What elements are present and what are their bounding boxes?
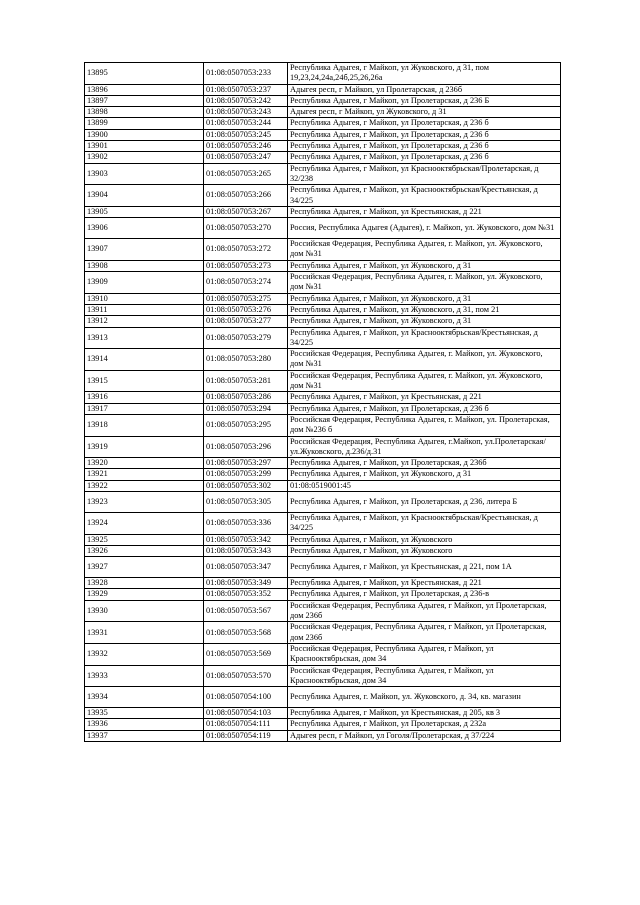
cadastral-number-cell: 01:08:0507053:336 [204, 512, 288, 534]
address-cell: Республика Адыгея, г Майкоп, ул Краснооктябрьская/Пролетарская, д 32/238 [288, 163, 561, 185]
table-row [85, 152, 561, 163]
cadastral-number-cell: 01:08:0507053:352 [204, 589, 288, 600]
cadastral-number-cell: 01:08:0507053:276 [204, 304, 288, 315]
property-register-table [84, 62, 561, 742]
address-cell: Республика Адыгея, г Майкоп, ул Пролетарская, д 236б [288, 458, 561, 469]
address-cell: Республика Адыгея, г. Майкоп, ул. Жуковского, д. 34, кв. магазин [288, 687, 561, 708]
address-cell: Российская Федерация, Республика Адыгея, г. Майкоп, ул. Жуковского, дом №31 [288, 272, 561, 294]
table-row [85, 512, 561, 534]
address-cell: Российская Федерация, Республика Адыгея, г. Майкоп, ул. Жуковского, дом №31 [288, 349, 561, 371]
cadastral-number-cell: 01:08:0507053:277 [204, 316, 288, 327]
table-row [85, 436, 561, 458]
cadastral-number-cell: 01:08:0507054:103 [204, 708, 288, 719]
record-number-cell: 13896 [85, 84, 204, 95]
cadastral-number-cell: 01:08:0507053:299 [204, 469, 288, 480]
address-cell: Республика Адыгея, г Майкоп, ул Крестьянская, д 221 [288, 578, 561, 589]
table-row [85, 206, 561, 217]
cadastral-number-cell: 01:08:0507053:274 [204, 272, 288, 294]
cadastral-number-cell: 01:08:0507053:349 [204, 578, 288, 589]
cadastral-number-cell: 01:08:0507053:242 [204, 95, 288, 106]
table-row [85, 600, 561, 622]
table-row [85, 589, 561, 600]
address-cell: Республика Адыгея, г Майкоп, ул Пролетарская, д 236 б [288, 118, 561, 129]
record-number-cell: 13925 [85, 534, 204, 545]
record-number-cell: 13918 [85, 414, 204, 436]
record-number-cell: 13910 [85, 293, 204, 304]
table-body [85, 63, 561, 742]
record-number-cell: 13907 [85, 239, 204, 261]
address-cell: Адыгея респ, г Майкоп, ул Пролетарская, д 236б [288, 84, 561, 95]
cadastral-number-cell: 01:08:0507053:267 [204, 206, 288, 217]
record-number-cell: 13917 [85, 403, 204, 414]
record-number-cell: 13922 [85, 480, 204, 491]
table-row [85, 622, 561, 644]
record-number-cell: 13898 [85, 107, 204, 118]
record-number-cell: 13927 [85, 557, 204, 578]
table-row [85, 719, 561, 730]
cadastral-number-cell: 01:08:0507053:265 [204, 163, 288, 185]
cadastral-number-cell: 01:08:0507053:568 [204, 622, 288, 644]
cadastral-number-cell: 01:08:0507053:294 [204, 403, 288, 414]
cadastral-number-cell: 01:08:0507054:100 [204, 687, 288, 708]
cadastral-number-cell: 01:08:0507053:302 [204, 480, 288, 491]
address-cell: Российская Федерация, Республика Адыгея, г. Майкоп, ул. Жуковского, дом №31 [288, 370, 561, 392]
cadastral-number-cell: 01:08:0507053:275 [204, 293, 288, 304]
address-cell: Республика Адыгея, г Майкоп, ул Краснооктябрьская/Крестьянская, д 34/225 [288, 327, 561, 349]
record-number-cell: 13923 [85, 491, 204, 512]
table-row [85, 708, 561, 719]
table-row [85, 469, 561, 480]
cadastral-number-cell: 01:08:0507054:111 [204, 719, 288, 730]
record-number-cell: 13920 [85, 458, 204, 469]
address-cell: Республика Адыгея, г Майкоп, ул Крестьянская, д 221, пом 1А [288, 557, 561, 578]
address-cell: Российская Федерация, Республика Адыгея, г Майкоп, ул Краснооктябрьская, дом 34 [288, 665, 561, 687]
address-cell: Республика Адыгея, г Майкоп, ул Жуковского, д 31, пом 21 [288, 304, 561, 315]
record-number-cell: 13904 [85, 185, 204, 207]
address-cell: Республика Адыгея, г Майкоп, ул Жуковского, д 31, пом 19,23,24,24а,24б,25,26,26а [288, 63, 561, 85]
table-row [85, 414, 561, 436]
table-row [85, 327, 561, 349]
record-number-cell: 13935 [85, 708, 204, 719]
table-row [85, 578, 561, 589]
address-cell: Республика Адыгея, г Майкоп, ул Пролетарская, д 236 б [288, 403, 561, 414]
table-row [85, 163, 561, 185]
record-number-cell: 13934 [85, 687, 204, 708]
table-row [85, 534, 561, 545]
record-number-cell: 13928 [85, 578, 204, 589]
cadastral-number-cell: 01:08:0507053:570 [204, 665, 288, 687]
cadastral-number-cell: 01:08:0507053:347 [204, 557, 288, 578]
table-row [85, 63, 561, 85]
address-cell: Республика Адыгея, г Майкоп, ул Жуковского, д 31 [288, 469, 561, 480]
address-cell: Республика Адыгея, г Майкоп, ул Пролетарская, д 236, литера Б [288, 491, 561, 512]
table-row [85, 129, 561, 140]
record-number-cell: 13930 [85, 600, 204, 622]
address-cell: Республика Адыгея, г Майкоп, ул Жуковского [288, 545, 561, 556]
cadastral-number-cell: 01:08:0507053:567 [204, 600, 288, 622]
address-cell: Российская Федерация, Республика Адыгея, г. Майкоп, ул. Пролетарская, дом №236 б [288, 414, 561, 436]
table-row [85, 218, 561, 239]
address-cell: Российская Федерация, Республика Адыгея, г Майкоп, ул Пролетарская, дом 236б [288, 622, 561, 644]
record-number-cell: 13905 [85, 206, 204, 217]
address-cell: Республика Адыгея, г Майкоп, ул Жуковского, д 31 [288, 316, 561, 327]
record-number-cell: 13899 [85, 118, 204, 129]
table-row [85, 107, 561, 118]
record-number-cell: 13915 [85, 370, 204, 392]
address-cell: Республика Адыгея, г Майкоп, ул Жуковского, д 31 [288, 293, 561, 304]
table-row [85, 403, 561, 414]
table-row [85, 370, 561, 392]
cadastral-number-cell: 01:08:0507053:247 [204, 152, 288, 163]
record-number-cell: 13903 [85, 163, 204, 185]
record-number-cell: 13916 [85, 392, 204, 403]
cadastral-number-cell: 01:08:0507053:270 [204, 218, 288, 239]
address-cell: Российская Федерация, Республика Адыгея, г.Майкоп, ул.Пролетарская/ул.Жуковского, д.236/д.31 [288, 436, 561, 458]
record-number-cell: 13932 [85, 643, 204, 665]
address-cell: Республика Адыгея, г Майкоп, ул Жуковского [288, 534, 561, 545]
record-number-cell: 13929 [85, 589, 204, 600]
cadastral-number-cell: 01:08:0507053:233 [204, 63, 288, 85]
record-number-cell: 13906 [85, 218, 204, 239]
record-number-cell: 13931 [85, 622, 204, 644]
table-row [85, 141, 561, 152]
table-row [85, 316, 561, 327]
cadastral-number-cell: 01:08:0507053:244 [204, 118, 288, 129]
record-number-cell: 13913 [85, 327, 204, 349]
address-cell: Республика Адыгея, г Майкоп, ул Пролетарская, д 236 Б [288, 95, 561, 106]
cadastral-number-cell: 01:08:0507053:246 [204, 141, 288, 152]
table-row [85, 458, 561, 469]
address-cell: Республика Адыгея, г Майкоп, ул Краснооктябрьская/Крестьянская, д 34/225 [288, 512, 561, 534]
table-row [85, 272, 561, 294]
table-row [85, 118, 561, 129]
record-number-cell: 13936 [85, 719, 204, 730]
cadastral-number-cell: 01:08:0507053:237 [204, 84, 288, 95]
table-row [85, 545, 561, 556]
cadastral-number-cell: 01:08:0507053:297 [204, 458, 288, 469]
address-cell: Республика Адыгея, г Майкоп, ул Краснооктябрьская/Крестьянская, д 34/225 [288, 185, 561, 207]
address-cell: Республика Адыгея, г Майкоп, ул Крестьянская, д 205, кв 3 [288, 708, 561, 719]
cadastral-number-cell: 01:08:0507053:305 [204, 491, 288, 512]
cadastral-number-cell: 01:08:0507053:266 [204, 185, 288, 207]
record-number-cell: 13914 [85, 349, 204, 371]
cadastral-number-cell: 01:08:0507053:342 [204, 534, 288, 545]
cadastral-number-cell: 01:08:0507053:273 [204, 260, 288, 271]
record-number-cell: 13895 [85, 63, 204, 85]
address-cell: Республика Адыгея, г Майкоп, ул Крестьянская, д 221 [288, 392, 561, 403]
cadastral-number-cell: 01:08:0507053:281 [204, 370, 288, 392]
table-row [85, 304, 561, 315]
record-number-cell: 13909 [85, 272, 204, 294]
table-row [85, 665, 561, 687]
table-row [85, 730, 561, 741]
cadastral-number-cell: 01:08:0507053:295 [204, 414, 288, 436]
table-row [85, 95, 561, 106]
record-number-cell: 13912 [85, 316, 204, 327]
cadastral-number-cell: 01:08:0507053:280 [204, 349, 288, 371]
table-row [85, 687, 561, 708]
record-number-cell: 13924 [85, 512, 204, 534]
address-cell: Республика Адыгея, г Майкоп, ул Пролетарская, д 236 б [288, 152, 561, 163]
table-row [85, 480, 561, 491]
record-number-cell: 13921 [85, 469, 204, 480]
table-row [85, 491, 561, 512]
table-row [85, 392, 561, 403]
address-cell: Россия, Республика Адыгея (Адыгея), г. Майкоп, ул. Жуковского, дом №31 [288, 218, 561, 239]
address-cell: Республика Адыгея, г Майкоп, ул Пролетарская, д 236-в [288, 589, 561, 600]
address-cell: Республика Адыгея, г Майкоп, ул Пролетарская, д 232а [288, 719, 561, 730]
table-row [85, 84, 561, 95]
record-number-cell: 13900 [85, 129, 204, 140]
cadastral-number-cell: 01:08:0507053:286 [204, 392, 288, 403]
table-row [85, 239, 561, 261]
record-number-cell: 13902 [85, 152, 204, 163]
address-cell: Республика Адыгея, г Майкоп, ул Жуковского, д 31 [288, 260, 561, 271]
record-number-cell: 13901 [85, 141, 204, 152]
table-row [85, 293, 561, 304]
table-row [85, 349, 561, 371]
address-cell: Российская Федерация, Республика Адыгея, г Майкоп, ул Краснооктябрьская, дом 34 [288, 643, 561, 665]
address-cell: Российская Федерация, Республика Адыгея, г. Майкоп, ул. Жуковского, дом №31 [288, 239, 561, 261]
cadastral-number-cell: 01:08:0507054:119 [204, 730, 288, 741]
record-number-cell: 13897 [85, 95, 204, 106]
address-cell: 01:08:0519001:45 [288, 480, 561, 491]
table-row [85, 557, 561, 578]
record-number-cell: 13933 [85, 665, 204, 687]
cadastral-number-cell: 01:08:0507053:245 [204, 129, 288, 140]
table-row [85, 643, 561, 665]
record-number-cell: 13937 [85, 730, 204, 741]
address-cell: Адыгея респ, г Майкоп, ул Гоголя/Пролетарская, д 37/224 [288, 730, 561, 741]
record-number-cell: 13911 [85, 304, 204, 315]
address-cell: Республика Адыгея, г Майкоп, ул Пролетарская, д 236 б [288, 129, 561, 140]
record-number-cell: 13926 [85, 545, 204, 556]
cadastral-number-cell: 01:08:0507053:296 [204, 436, 288, 458]
address-cell: Российская Федерация, Республика Адыгея, г Майкоп, ул Пролетарская, дом 236б [288, 600, 561, 622]
address-cell: Адыгея респ, г Майкоп, ул Жуковского, д 31 [288, 107, 561, 118]
address-cell: Республика Адыгея, г Майкоп, ул Крестьянская, д 221 [288, 206, 561, 217]
cadastral-number-cell: 01:08:0507053:279 [204, 327, 288, 349]
record-number-cell: 13908 [85, 260, 204, 271]
address-cell: Республика Адыгея, г Майкоп, ул Пролетарская, д 236 б [288, 141, 561, 152]
record-number-cell: 13919 [85, 436, 204, 458]
cadastral-number-cell: 01:08:0507053:569 [204, 643, 288, 665]
table-row [85, 260, 561, 271]
table-row [85, 185, 561, 207]
cadastral-number-cell: 01:08:0507053:243 [204, 107, 288, 118]
cadastral-number-cell: 01:08:0507053:343 [204, 545, 288, 556]
cadastral-number-cell: 01:08:0507053:272 [204, 239, 288, 261]
